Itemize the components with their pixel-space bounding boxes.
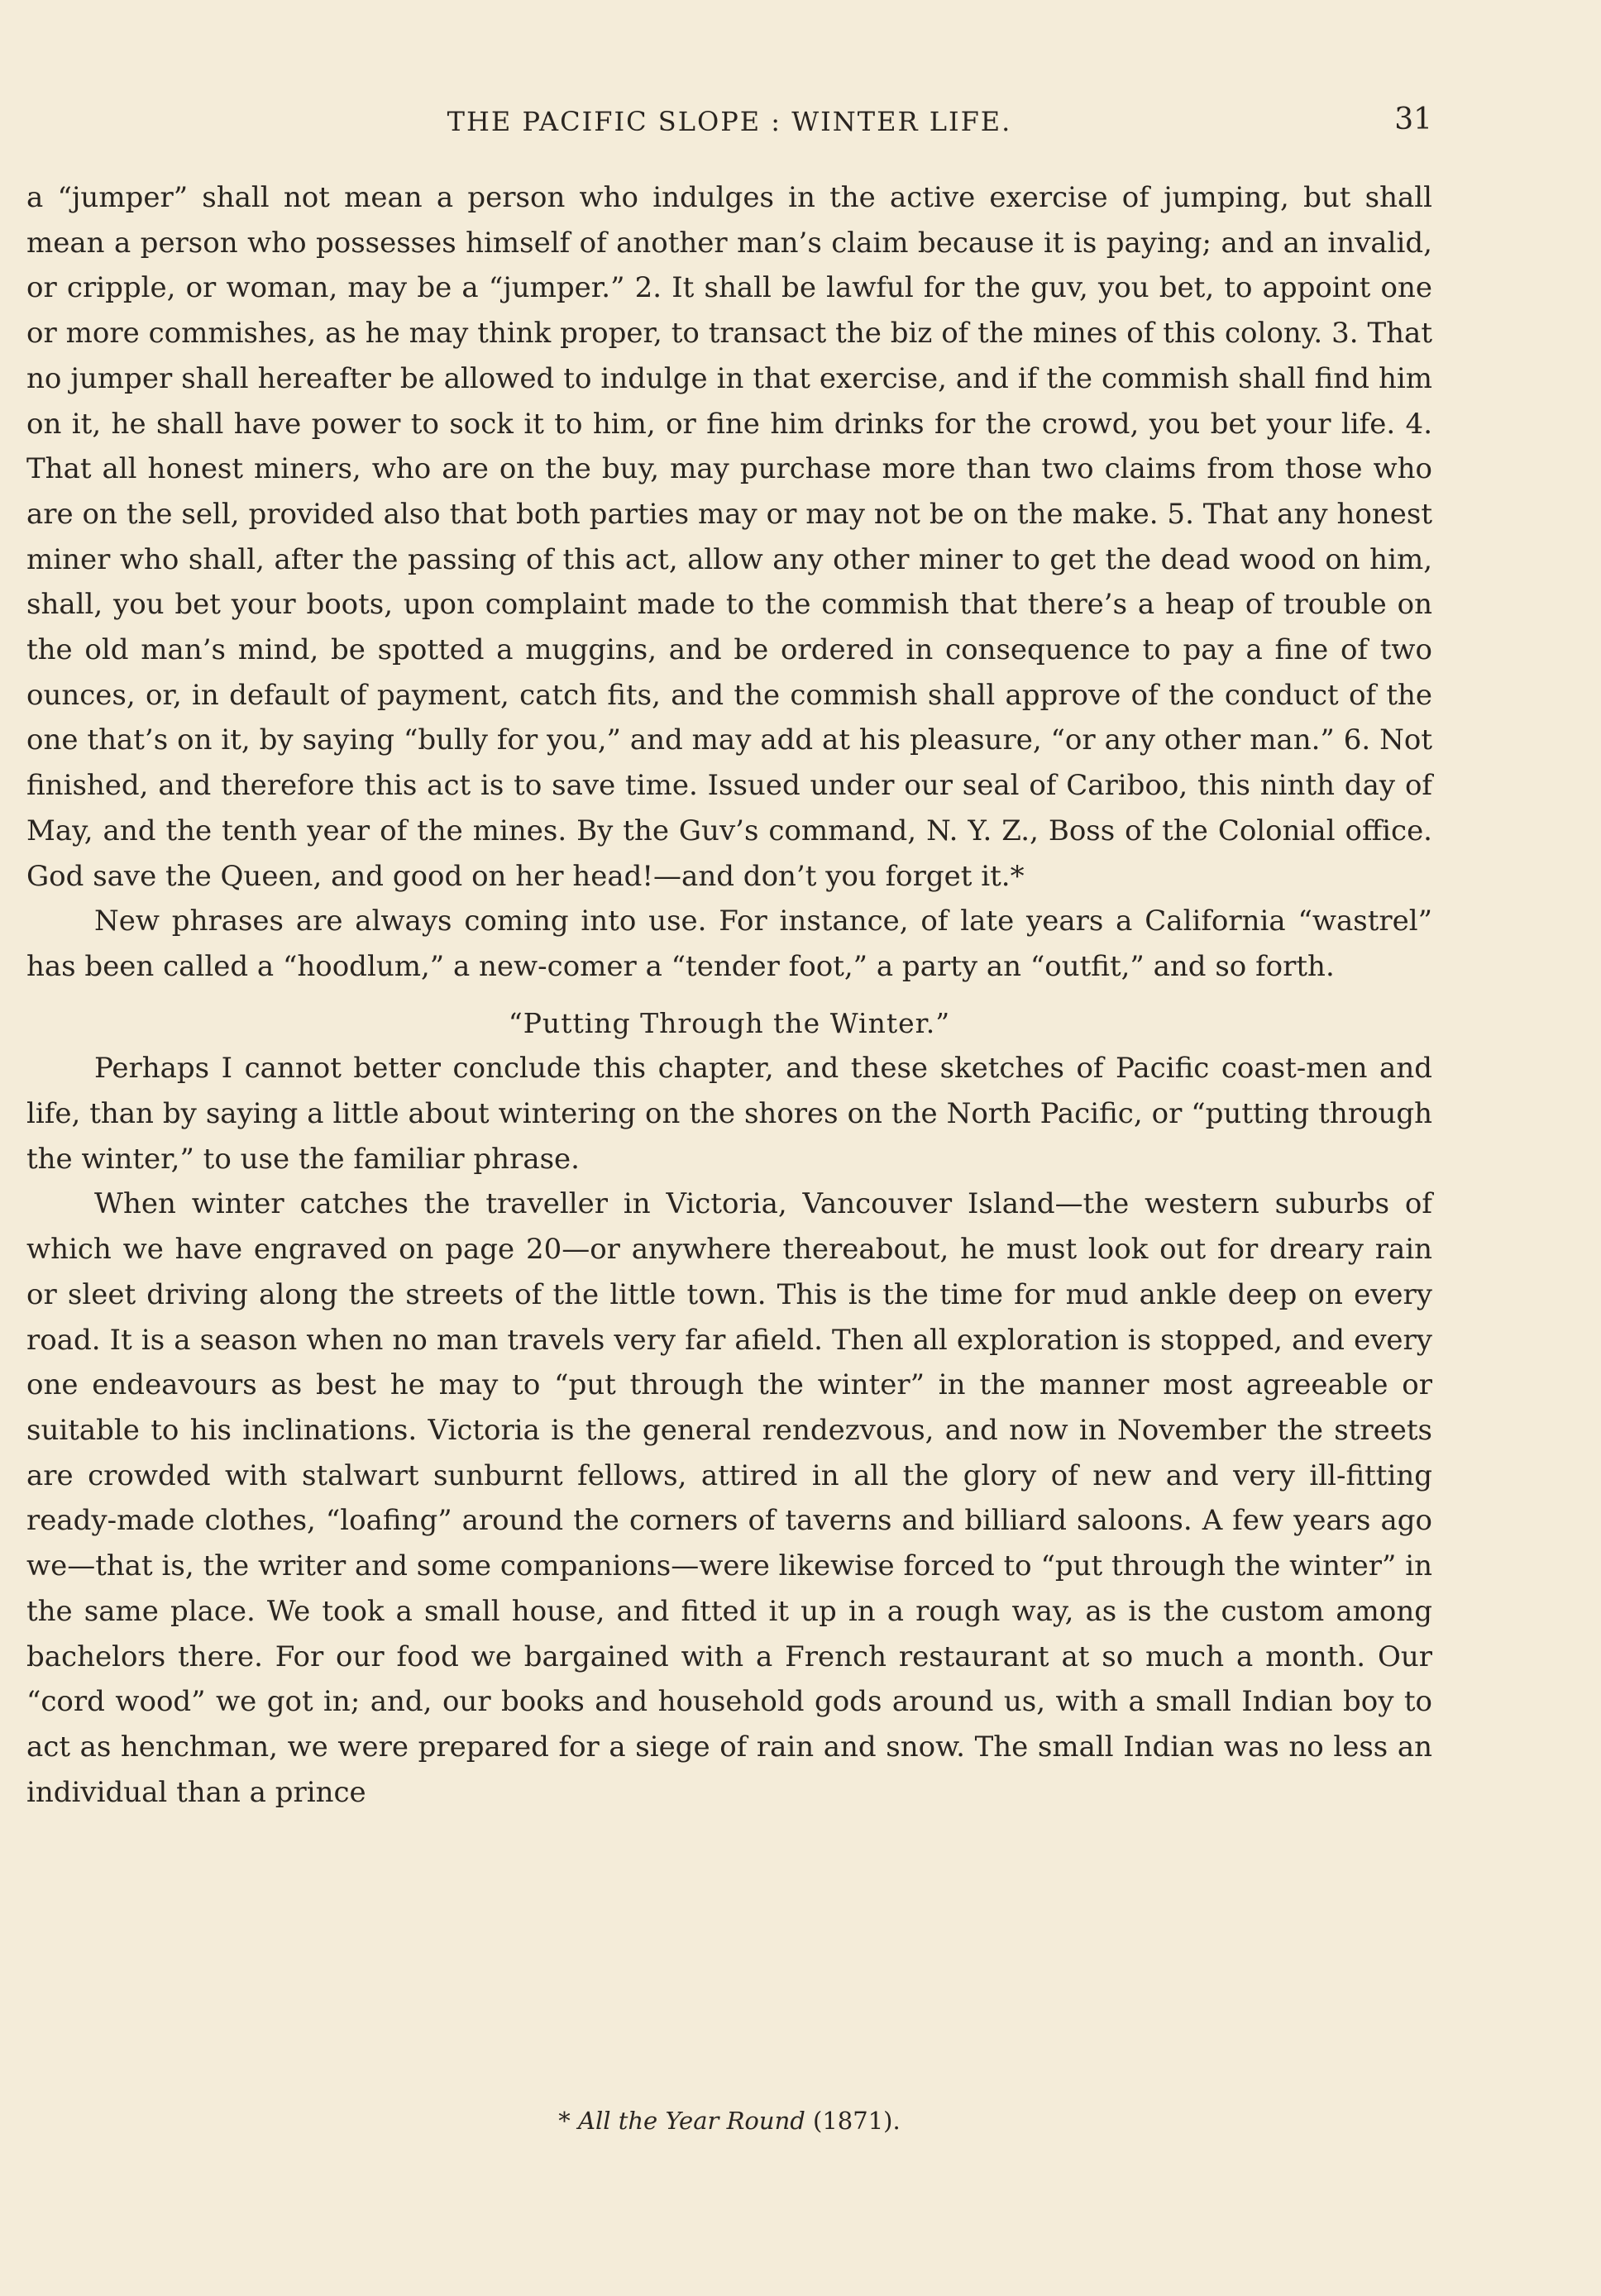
footnote-year: (1871).: [805, 2107, 901, 2135]
section-heading: “Putting Through the Winter.”: [508, 1006, 951, 1039]
footnote-marker: *: [558, 2107, 579, 2135]
page-number: 31: [1394, 103, 1432, 136]
running-header: [26, 103, 1432, 147]
footnote: [26, 2107, 1432, 2135]
body-text: [26, 175, 1432, 1815]
footnote-source: All the Year Round: [578, 2107, 805, 2135]
paragraph-2: New phrases are always coming into use. For instance, of late years a California “wastrel” has been called a “hoodlum,” a new-comer a “tender foot,” a party an “outfit,” and so forth.: [26, 905, 1432, 983]
paragraph-1: a “jumper” shall not mean a person who indulges in the active exercise of jumping, but shall mean a person who possesses himself of another man’s claim because it is paying; and an invalid, or cripple, or woman, may be a “jumper.” 2. It shall be lawful for the guv, you bet, to appoint one or more commishes, as he may think proper, to transact the biz of the mines of this colony. 3. That no jumper shall hereafter be allowed to indulge in that exercise, and if the commish shall find him on it, he shall have power to sock it to him, or fine him drinks for the crowd, you bet your life. 4. That all honest miners, who are on the buy, may purchase more than two claims from those who are on the sell, provided also that both parties may or may not be on the make. 5. That any honest miner who shall, after the passing of this act, allow any other miner to get the dead wood on him, shall, you bet your boots, upon complaint made to the commish that there’s a heap of trouble on the old man’s mind, be spotted a muggins, and be ordered in consequence to pay a fine of two ounces, or, in default of payment, catch fits, and the commish shall approve of the conduct of the one that’s on it, by saying “bully for you,” and may add at his pleasure, “or any other man.” 6. Not finished, and therefore this act is to save time. Issued under our seal of Cariboo, this ninth day of May, and the tenth year of the mines. By the Guv’s command, N. Y. Z., Boss of the Colonial office. God save the Queen, and good on her head!—and don’t you forget it.*: [26, 181, 1432, 893]
paragraph-4: When winter catches the traveller in Victoria, Vancouver Island—the western suburbs of which we have engraved on page 20—or anywhere thereabout, he must look out for dreary rain or sleet driving along the streets of the little town. This is the time for mud ankle deep on every road. It is a season when no man travels very far afield. Then all exploration is stopped, and every one endeavours as best he may to “put through the winter” in the manner most agreeable or suitable to his inclinations. Victoria is the general rendezvous, and now in November the streets are crowded with stalwart sunburnt fellows, attired in all the glory of new and very ill-fitting ready-made clothes, “loafing” around the corners of taverns and billiard saloons. A few years ago we—that is, the writer and some companions—were likewise forced to “put through the winter” in the same place. We took a small house, and fitted it up in a rough way, as is the custom among bachelors there. For our food we bargained with a French restaurant at so much a month. Our “cord wood” we got in; and, our books and household gods around us, with a small Indian boy to act as henchman, we were prepared for a siege of rain and snow. The small Indian was no less an individual than a prince: [26, 1187, 1432, 1809]
running-title: THE PACIFIC SLOPE : WINTER LIFE.: [447, 106, 1012, 137]
paragraph-3: Perhaps I cannot better conclude this chapter, and these sketches of Pacific coast-men and life, than by saying a little about wintering on the shores on the North Pacific, or “putting through the winter,” to use the familiar phrase.: [26, 1052, 1432, 1176]
